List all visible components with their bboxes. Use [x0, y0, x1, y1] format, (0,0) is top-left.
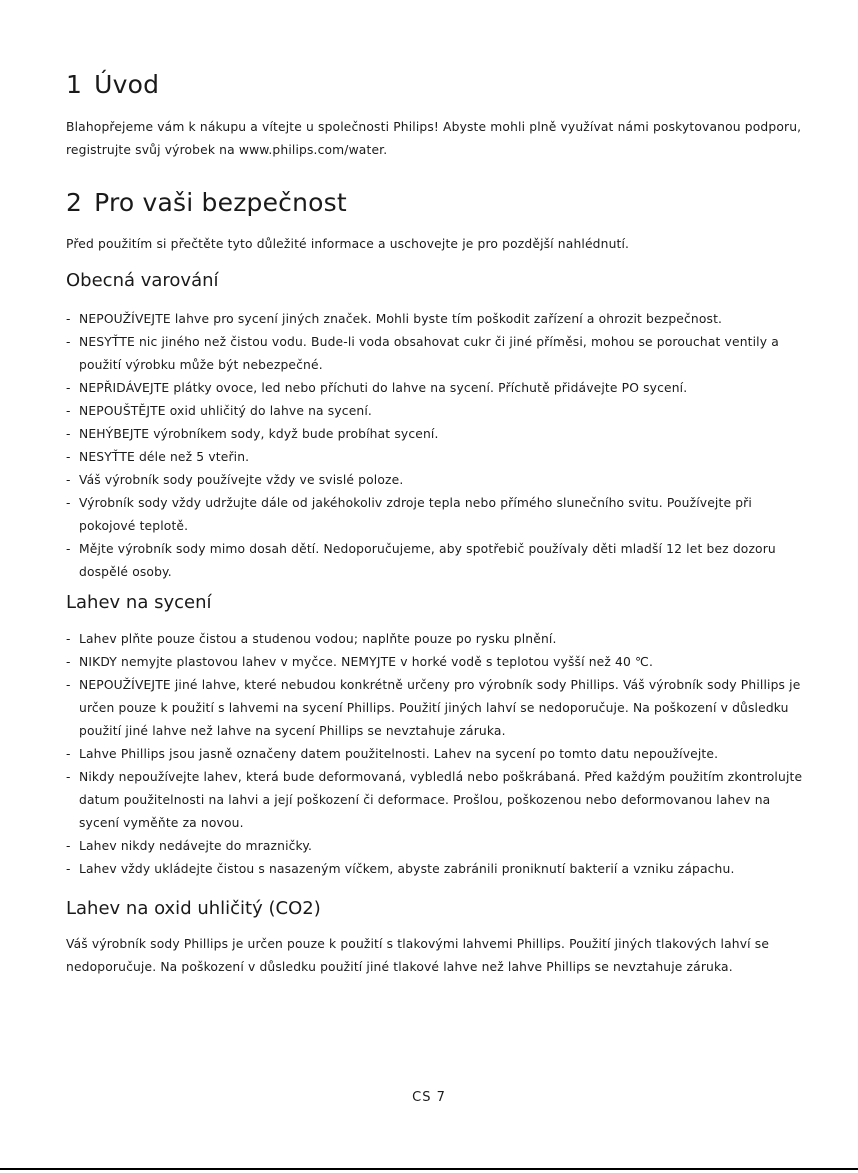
- section-number: 1: [66, 70, 83, 99]
- page-number: CS 7: [412, 1090, 446, 1105]
- section-heading-intro: [66, 70, 159, 99]
- subheading-carbonation-bottle: Lahev na sycení: [66, 592, 212, 613]
- list-item: - Váš výrobník sody používejte vždy ve svislé poloze.: [66, 469, 806, 492]
- list-item: - NEPŘIDÁVEJTE plátky ovoce, led nebo příchuti do lahve na sycení. Příchutě přidávejte PO sycení.: [66, 377, 806, 400]
- section-title: Pro vaši bezpečnost: [94, 188, 347, 217]
- section-number: 2: [66, 188, 83, 217]
- list-item: - Lahev plňte pouze čistou a studenou vodou; naplňte pouze po rysku plnění.: [66, 628, 806, 651]
- section-heading-safety: [66, 188, 347, 217]
- section-title: Úvod: [94, 70, 160, 99]
- list-item: - NESYŤTE déle než 5 vteřin.: [66, 446, 806, 469]
- intro-paragraph: Blahopřejeme vám k nákupu a vítejte u společnosti Philips! Abyste mohli plně využívat námi poskytovanou podporu, registrujte svůj výrobek na www.philips.com/water.: [66, 120, 802, 157]
- list-item: - Výrobník sody vždy udržujte dále od jakéhokoliv zdroje tepla nebo přímého slunečního svitu. Používejte při pokojové teplotě.: [66, 492, 806, 538]
- subheading-general-warnings: Obecná varování: [66, 270, 219, 291]
- subheading-co2-bottle: Lahev na oxid uhličitý (CO2): [66, 898, 321, 919]
- list-item: - Lahev vždy ukládejte čistou s nasazeným víčkem, abyste zabránili proniknutí bakterií a vzniku zápachu.: [66, 858, 806, 881]
- list-item: - NIKDY nemyjte plastovou lahev v myčce. NEMYJTE v horké vodě s teplotou vyšší než 40 ℃.: [66, 651, 806, 674]
- list-item: - NEPOUŠTĚJTE oxid uhličitý do lahve na sycení.: [66, 400, 806, 423]
- list-item: - Lahve Phillips jsou jasně označeny datem použitelnosti. Lahev na sycení po tomto datu nepoužívejte.: [66, 743, 806, 766]
- list-item: - NEPOUŽÍVEJTE jiné lahve, které nebudou konkrétně určeny pro výrobník sody Phillips. Váš výrobník sody Phillips je určen pouze k použití s lahvemi na sycení Phillips. Použití jiných lahví se nedoporučuje. Na poškození v důsledku použití jiné lahve než lahve na sycení Phillips se nevztahuje záruka.: [66, 674, 806, 743]
- list-item: - Nikdy nepoužívejte lahev, která bude deformovaná, vybledlá nebo poškrábaná. Před každým použitím zkontrolujte datum použitelnosti na lahvi a její poškození či deformace. Prošlou, poškozenou nebo deformovanou lahev na sycení vyměňte za novou.: [66, 766, 806, 835]
- list-item: - NESYŤTE nic jiného než čistou vodu. Bude-li voda obsahovat cukr či jiné příměsi, mohou se porouchat ventily a použití výrobku může být nebezpečné.: [66, 331, 806, 377]
- bottom-divider: [0, 1168, 858, 1170]
- general-warnings-list: [66, 308, 806, 584]
- co2-paragraph: Váš výrobník sody Phillips je určen pouze k použití s tlakovými lahvemi Phillips. Použití jiných tlakových lahví se nedoporučuje. Na poškození v důsledku použití jiné tlakové lahve než lahve Phillips se nevztahuje záruka.: [66, 937, 770, 974]
- carbonation-bottle-list: [66, 628, 806, 881]
- list-item: - Lahev nikdy nedávejte do mrazničky.: [66, 835, 806, 858]
- safety-intro-paragraph: Před použitím si přečtěte tyto důležité informace a uschovejte je pro pozdější nahlédnutí.: [66, 237, 630, 251]
- list-item: - NEPOUŽÍVEJTE lahve pro sycení jiných značek. Mohli byste tím poškodit zařízení a ohrozit bezpečnost.: [66, 308, 806, 331]
- list-item: - NEHÝBEJTE výrobníkem sody, když bude probíhat sycení.: [66, 423, 806, 446]
- list-item: - Mějte výrobník sody mimo dosah dětí. Nedoporučujeme, aby spotřebič používaly děti mladší 12 let bez dozoru dospělé osoby.: [66, 538, 806, 584]
